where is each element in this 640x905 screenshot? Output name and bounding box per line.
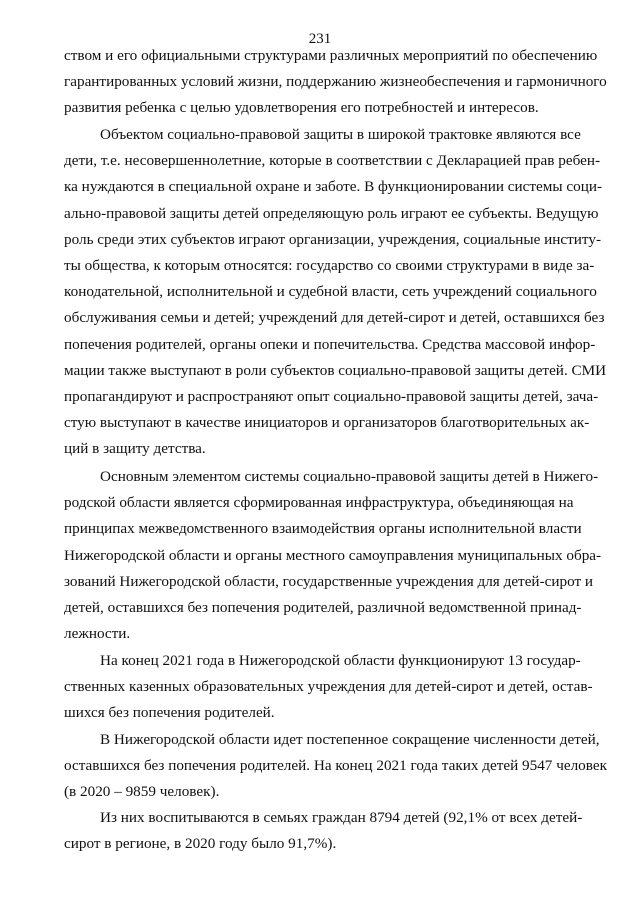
text-line: ально-правовой защиты детей определяющую роль играют ее субъекты. Ведущую [64, 204, 599, 222]
text-line: мации также выступают в роли субъектов социально-правовой защиты детей. СМИ [64, 361, 607, 379]
paragraph-6 [64, 805, 583, 857]
paragraph-3 [64, 464, 602, 647]
text-line: Нижегородской области и органы местного самоуправления муниципальных обра- [64, 546, 602, 564]
paragraph-2 [64, 122, 607, 462]
text-line: конодательной, исполнительной и судебной власти, сеть учреждений социального [64, 283, 597, 301]
paragraph-5 [64, 727, 607, 806]
text-line: (в 2020 – 9859 человек). [64, 783, 220, 801]
text-line: дети, т.е. несовершеннолетние, которые в соответствии с Декларацией прав ребен- [64, 152, 601, 170]
text-line: пропагандируют и распространяют опыт социально-правовой защиты детей, зача- [64, 387, 599, 405]
text-line: родской области является сформированная инфраструктура, объединяющая на [64, 494, 574, 512]
text-line: зований Нижегородской области, государственные учреждения для детей-сирот и [64, 572, 594, 590]
text-line: В Нижегородской области идет постепенное сокращение численности детей, [100, 731, 600, 748]
text-line: оставшихся без попечения родителей. На конец 2021 года таких детей 9547 человек [64, 757, 607, 775]
text-line: попечения родителей, органы опеки и попечительства. Средства массовой инфор- [64, 335, 596, 353]
text-line: стую выступают в качестве инициаторов и организаторов благотворительных ак- [64, 414, 590, 432]
text-line: роль среди этих субъектов играют организации, учреждения, социальные институ- [64, 230, 601, 248]
text-line: обслуживания семьи и детей; учреждений для детей-сирот и детей, оставшихся без [64, 309, 605, 327]
text-line: сирот в регионе, в 2020 году было 91,7%). [64, 835, 337, 853]
text-line: Объектом социально-правовой защиты в широкой трактовке являются все [100, 126, 581, 143]
paragraph-1 [64, 43, 607, 122]
text-line: На конец 2021 года в Нижегородской области функционируют 13 государ- [100, 652, 581, 669]
text-line: ством и его официальными структурами различных мероприятий по обеспечению [64, 47, 598, 64]
text-line: ка нуждаются в специальной охране и заботе. В функционировании системы соци- [64, 178, 603, 196]
text-line: Основным элементом системы социально-правовой защиты детей в Нижего- [100, 468, 599, 485]
text-line: гарантированных условий жизни, поддержанию жизнеобеспечения и гармоничного [64, 73, 607, 91]
text-line: ций в защиту детства. [64, 440, 206, 458]
text-line: ственных казенных образовательных учреждения для детей-сирот и детей, остав- [64, 678, 593, 696]
text-line: детей, оставшихся без попечения родителей, различной ведомственной принад- [64, 598, 582, 616]
text-line: лежности. [64, 625, 131, 643]
paragraph-4 [64, 648, 593, 727]
text-line: развития ребенка с целью удовлетворения его потребностей и интересов. [64, 99, 539, 117]
text-line: шихся без попечения родителей. [64, 704, 275, 722]
text-line: ты общества, к которым относятся: государство со своими структурами в виде за- [64, 256, 595, 274]
page-number: 231 [308, 31, 332, 47]
text-line: принципах межведомственного взаимодействия органы исполнительной власти [64, 520, 582, 538]
text-line: Из них воспитываются в семьях граждан 8794 детей (92,1% от всех детей- [100, 809, 583, 826]
